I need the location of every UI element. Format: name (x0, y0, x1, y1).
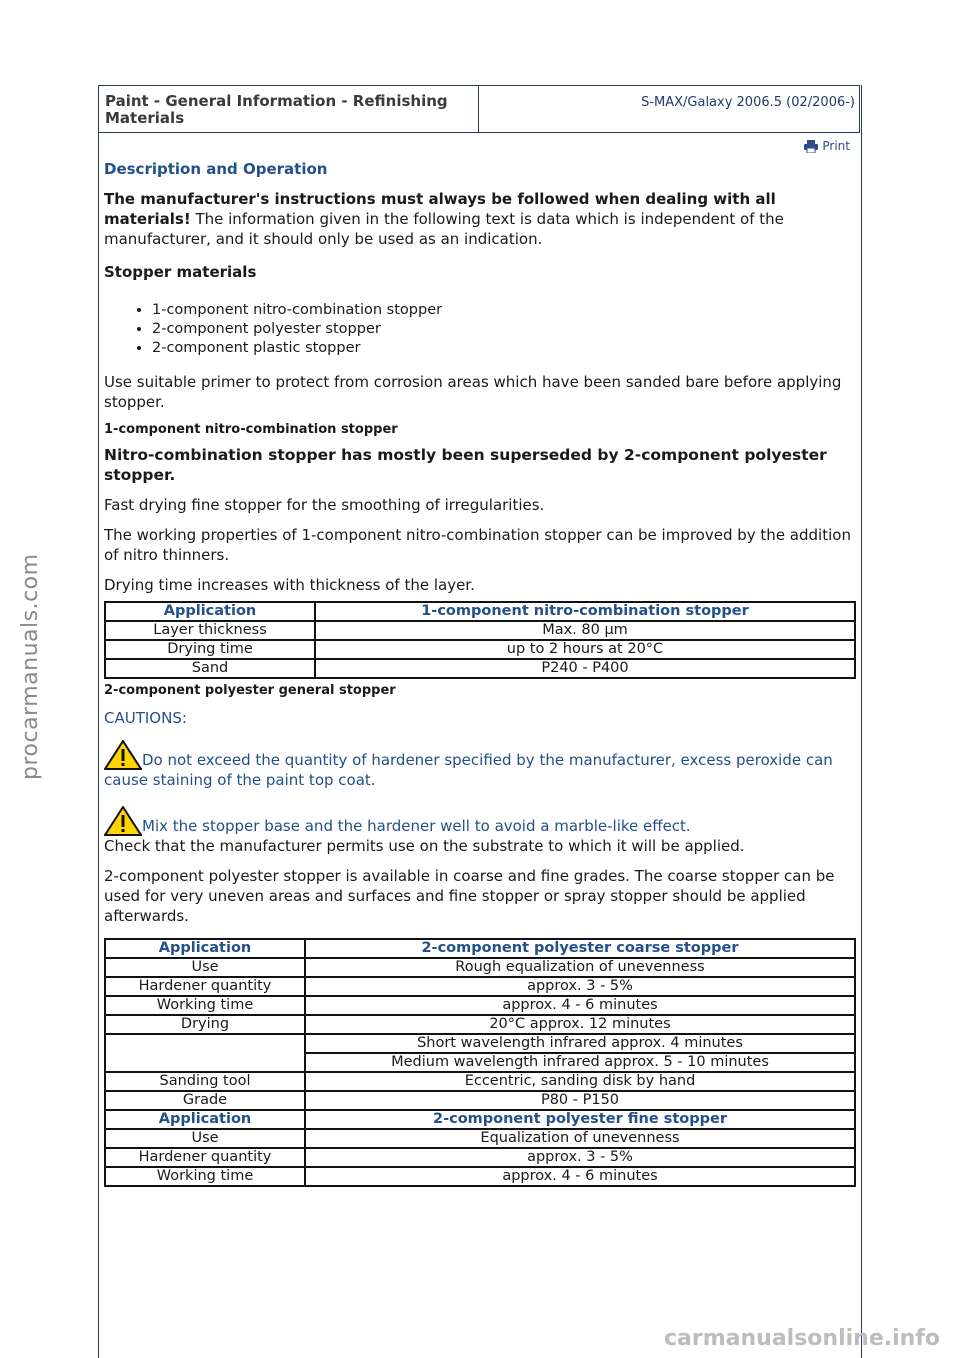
table-cell: Hardener quantity (105, 1148, 305, 1167)
nitro-heading: 1-component nitro-combination stopper (104, 422, 398, 437)
table-header-application: Application (105, 1110, 305, 1129)
table-cell: Grade (105, 1091, 305, 1110)
table-row (105, 621, 855, 640)
table-cell: Use (105, 958, 305, 977)
intro-warning: The manufacturer's instructions must always be followed when dealing with all materials! (104, 190, 776, 228)
table-row (105, 996, 855, 1015)
table-row (105, 977, 855, 996)
table-row (105, 1091, 855, 1110)
table-row (105, 1034, 855, 1053)
document-title: Paint - General Information - Refinishing Materials (99, 86, 479, 132)
table-cell: Hardener quantity (105, 977, 305, 996)
nitro-paragraph-1: Fast drying fine stopper for the smoothing of irregularities. (104, 496, 545, 514)
table-header-application: Application (105, 939, 305, 958)
table-cell: Sanding tool (105, 1072, 305, 1091)
caution-2-text: Mix the stopper base and the hardener well to avoid a marble-like effect. (142, 817, 691, 835)
table-cell: Eccentric, sanding disk by hand (305, 1072, 855, 1091)
page-header (98, 85, 860, 133)
intro-paragraph (104, 189, 856, 249)
table-cell-empty (105, 1034, 305, 1072)
table-header-product: 1-component nitro-combination stopper (315, 602, 855, 621)
table-cell: Working time (105, 1167, 305, 1186)
warning-icon (104, 806, 142, 836)
polyester-paragraph-2: 2-component polyester stopper is available in coarse and fine grades. The coarse stopper can be used for very uneven areas and surfaces and fine stopper or spray stopper should be applied afterwards. (104, 867, 835, 925)
table-cell: approx. 3 - 5% (305, 1148, 855, 1167)
footer-watermark: carmanualsonline.info (664, 1326, 940, 1351)
table-cell: Short wavelength infrared approx. 4 minutes (305, 1034, 855, 1053)
table-row (105, 1148, 855, 1167)
polyester-paragraph-1: Check that the manufacturer permits use on the substrate to which it will be applied. (104, 837, 745, 855)
table-cell: approx. 4 - 6 minutes (305, 996, 855, 1015)
section-title: Description and Operation (104, 160, 328, 178)
table-cell: Working time (105, 996, 305, 1015)
caution-1 (104, 740, 856, 790)
table-row (105, 1072, 855, 1091)
table-cell: approx. 3 - 5% (305, 977, 855, 996)
table-row (105, 659, 855, 678)
table-row (105, 958, 855, 977)
table-cell: approx. 4 - 6 minutes (305, 1167, 855, 1186)
table-cell: Drying (105, 1015, 305, 1034)
stopper-list (104, 301, 856, 358)
list-item: • 2-component polyester stopper (152, 320, 856, 339)
table-row (105, 1015, 855, 1034)
table-cell: Equalization of unevenness (305, 1129, 855, 1148)
table-cell: Rough equalization of unevenness (305, 958, 855, 977)
side-watermark: procarmanuals.com (18, 553, 43, 780)
list-item: • 1-component nitro-combination stopper (152, 301, 856, 320)
nitro-paragraph-3: Drying time increases with thickness of the layer. (104, 576, 475, 594)
warning-icon (104, 740, 142, 770)
print-button[interactable] (804, 139, 850, 153)
polyester-heading: 2-component polyester general stopper (104, 683, 396, 698)
table-cell: Layer thickness (105, 621, 315, 640)
table-cell: up to 2 hours at 20°C (315, 640, 855, 659)
vehicle-model: S-MAX/Galaxy 2006.5 (02/2006-) (641, 95, 855, 110)
table-row (105, 1167, 855, 1186)
caution-1-text: Do not exceed the quantity of hardener specified by the manufacturer, excess peroxide can cause staining of the paint top coat. (104, 751, 833, 789)
table-cell: Medium wavelength infrared approx. 5 - 10 minutes (305, 1053, 855, 1072)
primer-note: Use suitable primer to protect from corrosion areas which have been sanded bare before applying stopper. (104, 373, 842, 411)
intro-text: The information given in the following text is data which is independent of the manufacturer, and it should only be used as an indication. (104, 210, 784, 248)
table-cell: Drying time (105, 640, 315, 659)
cautions-label: CAUTIONS: (104, 709, 187, 727)
table-cell: Sand (105, 659, 315, 678)
table-header-application: Application (105, 602, 315, 621)
printer-icon (804, 140, 818, 153)
coarse-stopper-table (104, 938, 856, 1187)
nitro-paragraph-2: The working properties of 1-component nitro-combination stopper can be improved by the addition of nitro thinners. (104, 526, 851, 564)
stopper-materials-heading: Stopper materials (104, 263, 257, 281)
table-cell: Max. 80 µm (315, 621, 855, 640)
caution-2 (104, 806, 856, 836)
table-header-product: 2-component polyester fine stopper (305, 1110, 855, 1129)
table-cell: Use (105, 1129, 305, 1148)
list-item: • 2-component plastic stopper (152, 339, 856, 358)
nitro-table (104, 601, 856, 679)
table-cell: 20°C approx. 12 minutes (305, 1015, 855, 1034)
main-content (104, 160, 856, 1187)
nitro-note: Nitro-combination stopper has mostly been superseded by 2-component polyester stopper. (104, 446, 827, 484)
table-cell: P80 - P150 (305, 1091, 855, 1110)
table-row (105, 1129, 855, 1148)
print-label: Print (822, 139, 850, 153)
table-header-product: 2-component polyester coarse stopper (305, 939, 855, 958)
table-row (105, 640, 855, 659)
table-cell: P240 - P400 (315, 659, 855, 678)
